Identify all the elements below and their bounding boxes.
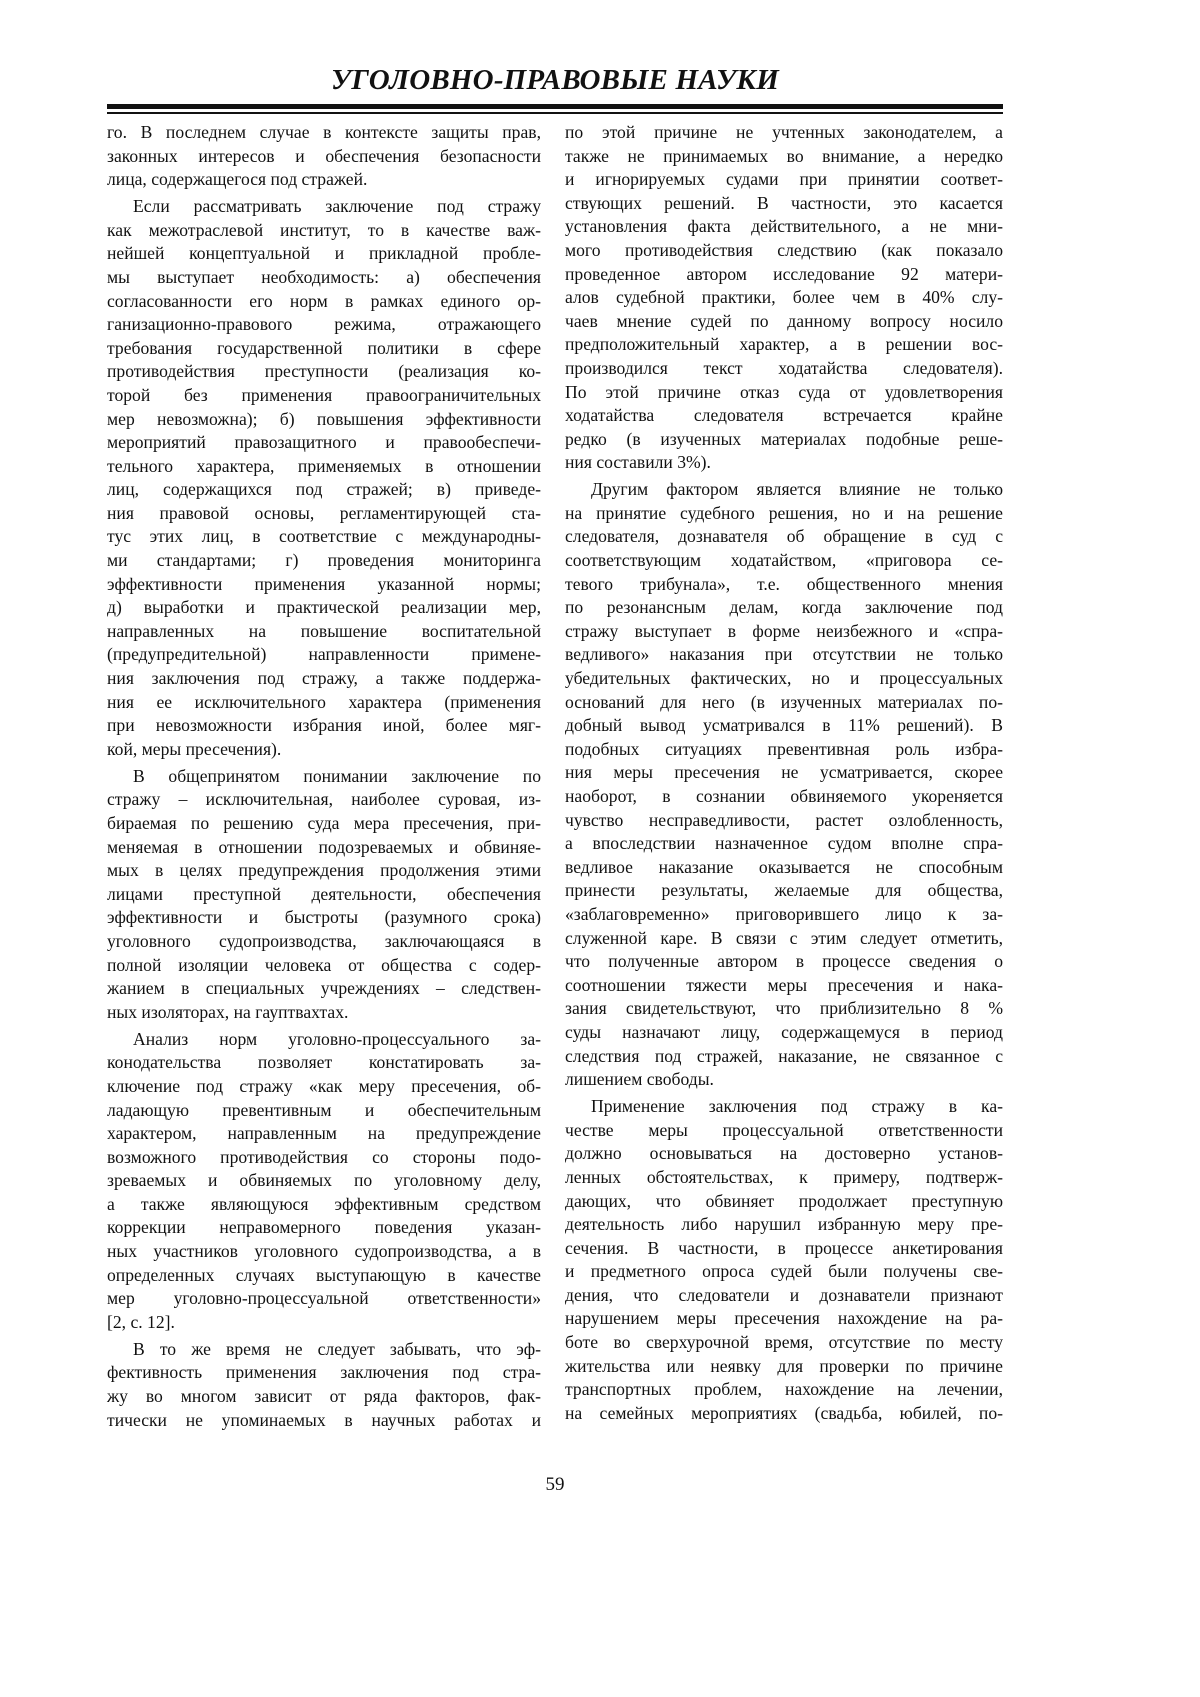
- text-line: редко (в изученных материалах подобные реше-: [565, 428, 1003, 449]
- text-line: ния правовой основы, регламентирующей ста-: [107, 502, 541, 523]
- text-line: По этой причине отказ суда от удовлетворения: [565, 381, 1003, 402]
- text-line: согласованности его норм в рамках единого ор-: [107, 290, 541, 311]
- text-line: следствия под стражей, наказание, не связанное с: [565, 1045, 1003, 1066]
- text-line: (предупредительной) направленности примене-: [107, 644, 541, 665]
- text-line: жу во многом зависит от ряда факторов, фак-: [107, 1386, 541, 1407]
- text-line: меняемая в отношении подозреваемых и обвиняе-: [107, 836, 541, 857]
- text-line: ствующих решений. В частности, это касается: [565, 192, 1003, 213]
- text-line: требования государственной политики в сфере: [107, 337, 541, 358]
- page-number: 59: [545, 1474, 565, 1495]
- text-line: ходатайства следователя встречается крайне: [565, 405, 1003, 426]
- text-line: ния заключения под стражу, а также поддержа-: [107, 668, 541, 689]
- text-line: мер невозможна); б) повышения эффективности: [107, 408, 541, 429]
- text-line: ленных обстоятельствах, к примеру, подтверж-: [565, 1166, 1003, 1187]
- text-line: тевого трибунала», т.е. общественного мнения: [565, 573, 1003, 594]
- paragraph: [107, 195, 541, 761]
- header-rule-thin: [107, 112, 1003, 114]
- text-line: «заблаговременно» приговорившего лицо к за-: [565, 903, 1003, 924]
- text-line: направленных на повышение воспитательной: [107, 620, 541, 641]
- text-line: кой, меры пресечения).: [107, 738, 282, 759]
- text-line: по резонансным делам, когда заключение под: [565, 597, 1003, 618]
- text-line: служенной каре. В связи с этим следует отметить,: [565, 927, 1003, 948]
- text-line: производился текст ходатайства следователя).: [565, 357, 1003, 378]
- text-line: ми стандартами; г) проведения мониторинга: [107, 550, 541, 571]
- text-line: характером, направленным на предупреждение: [107, 1123, 541, 1144]
- text-line: нейшей концептуальной и прикладной пробле-: [107, 243, 541, 264]
- text-line: на принятие судебного решения, но и на решение: [565, 502, 1003, 523]
- text-line: оснований для него (в изученных материалах по-: [565, 691, 1003, 712]
- text-line: мероприятий правозащитного и правообеспечи-: [107, 432, 541, 453]
- text-line: мы выступает необходимость: а) обеспечения: [107, 266, 541, 287]
- text-line: бираемая по решению суда мера пресечения, при-: [107, 813, 541, 833]
- paragraph: [565, 478, 1003, 1091]
- text-line: деятельность либо нарушил избранную меру пре-: [565, 1214, 1003, 1235]
- text-line: возможного противодействия со стороны подо-: [107, 1146, 541, 1167]
- text-line: следователя, дознавателя об обращение в суд с: [565, 526, 1003, 547]
- text-line: тельного характера, применяемых в отношении: [107, 455, 541, 476]
- header-rule-thick: [107, 104, 1003, 109]
- text-line: определенных случаях выступающую в качестве: [107, 1264, 541, 1285]
- text-line: а впоследствии назначенное судом вполне спра-: [565, 833, 1003, 854]
- text-line: [2, с. 12].: [107, 1311, 175, 1332]
- text-line: эффективности применения указанной нормы;: [107, 573, 541, 594]
- text-line: подобных ситуациях превентивная роль избра-: [565, 738, 1003, 759]
- text-line: ладающую превентивным и обеспечительным: [107, 1099, 541, 1120]
- paragraph: [107, 765, 541, 1025]
- text-line: го. В последнем случае в контексте защиты прав,: [107, 122, 541, 142]
- text-line: ключение под стражу «как меру пресечения, об-: [107, 1075, 541, 1096]
- text-line: нарушением меры пресечения нахождение на ра-: [565, 1308, 1003, 1329]
- text-line: а также являющуюся эффективным средством: [107, 1193, 541, 1214]
- paragraph: [107, 121, 541, 192]
- text-line: убедительных фактических, но и процессуальных: [565, 668, 1003, 689]
- text-line: мого противодействия следствию (как показало: [565, 239, 1003, 260]
- text-line: мер уголовно-процессуальной ответственности»: [107, 1288, 541, 1309]
- text-line: тически не упоминаемых в научных работах и: [107, 1409, 541, 1430]
- text-line: зания свидетельствуют, что приблизительно 8 %: [565, 998, 1003, 1019]
- text-line: В то же время не следует забывать, что эф-: [133, 1338, 541, 1359]
- text-line: Применение заключения под стражу в ка-: [591, 1096, 1003, 1117]
- paragraph: [565, 121, 1003, 475]
- text-line: торой без применения правоограничительных: [107, 384, 541, 405]
- text-line: принести результаты, желаемые для общества,: [565, 880, 1003, 901]
- text-line: чаев мнение судей по данному вопросу носило: [565, 310, 1003, 331]
- text-line: суды назначают лицу, содержащемуся в период: [565, 1021, 1003, 1042]
- text-line: Анализ норм уголовно-процессуального за-: [133, 1028, 541, 1049]
- text-line: Если рассматривать заключение под стражу: [133, 196, 541, 217]
- text-line: дения, что следователи и дознаватели признают: [565, 1284, 1003, 1305]
- text-line: коррекции неправомерного поведения указан-: [107, 1217, 541, 1238]
- text-line: должно основываться на достоверно установ-: [565, 1143, 1003, 1164]
- text-line: чувство несправедливости, растет озлобленность,: [565, 809, 1003, 830]
- text-line: что полученные автором в процессе сведения о: [565, 951, 1003, 972]
- text-line: фективность применения заключения под стра-: [107, 1362, 541, 1383]
- text-line: алов судебной практики, более чем в 40% слу-: [565, 287, 1003, 308]
- text-line: транспортных проблем, нахождение на лечении,: [565, 1379, 1003, 1400]
- text-line: законных интересов и обеспечения безопасности: [107, 145, 541, 166]
- paragraph: [107, 1028, 541, 1335]
- text-line: стражу – исключительная, наиболее суровая, из-: [107, 789, 541, 810]
- text-line: ведливого» наказания при отсутствии не только: [565, 644, 1003, 665]
- text-line: лица, содержащегося под стражей.: [107, 169, 368, 190]
- text-line: ния меры пресечения не усматривается, скорее: [565, 762, 1003, 783]
- text-line: проведенное автором исследование 92 матери-: [565, 263, 1003, 284]
- text-line: соответствующим ходатайством, «приговора се-: [565, 550, 1003, 571]
- text-line: ганизационно-правового режима, отражающего: [107, 314, 541, 335]
- text-line: по этой причине не учтенных законодателем, а: [565, 122, 1003, 142]
- text-line: зреваемых и обвиняемых по уголовному делу,: [107, 1170, 541, 1191]
- text-line: ведливое наказание оказывается не способным: [565, 856, 1003, 877]
- text-line: наоборот, в сознании обвиняемого укореняется: [565, 786, 1003, 807]
- text-line: дающих, что обвиняет продолжает преступную: [565, 1190, 1003, 1211]
- text-line: тус этих лиц, в соответствие с международны-: [107, 526, 541, 547]
- text-line: жанием в специальных учреждениях – следствен-: [107, 978, 541, 999]
- text-line: также не принимаемых во внимание, а нередко: [565, 145, 1003, 166]
- paragraph: [107, 1338, 541, 1432]
- text-line: эффективности и быстроты (разумного срока): [107, 907, 541, 928]
- text-line: жительства или неявку для проверки по причине: [565, 1355, 1003, 1376]
- text-line: лицами преступной деятельности, обеспечения: [107, 883, 541, 904]
- text-line: добный вывод усматривался в 11% решений). В: [565, 715, 1003, 736]
- paragraph: [565, 1095, 1003, 1425]
- right-text-column: [565, 121, 1003, 1429]
- text-line: честве меры процессуальной ответственности: [565, 1119, 1003, 1140]
- text-line: В общепринятом понимании заключение по: [133, 765, 541, 786]
- text-line: при невозможности избрания иной, более мяг-: [107, 715, 541, 736]
- text-line: стражу выступает в форме неизбежного и «спра-: [565, 620, 1003, 641]
- text-line: предположительный характер, а в решении вос-: [565, 334, 1003, 355]
- text-line: соотношении тяжести меры пресечения и нака-: [565, 974, 1003, 995]
- text-line: мых в целях предупреждения продолжения этими: [107, 860, 541, 881]
- text-line: противодействия преступности (реализация ко-: [107, 361, 541, 382]
- text-line: д) выработки и практической реализации мер,: [107, 597, 541, 618]
- text-line: полной изоляции человека от общества с содер-: [107, 954, 541, 975]
- text-line: конодательства позволяет констатировать за-: [107, 1052, 541, 1073]
- text-line: на семейных мероприятиях (свадьба, юбилей, по-: [565, 1402, 1003, 1423]
- text-line: лиц, содержащихся под стражей; в) приведе-: [107, 479, 541, 500]
- text-line: лишением свободы.: [565, 1069, 714, 1090]
- left-text-column: [107, 121, 541, 1436]
- text-line: установления факта действительного, а не мни-: [565, 216, 1003, 237]
- text-line: боте во сверхурочной время, отсутствие по месту: [565, 1332, 1003, 1353]
- text-line: ных изоляторах, на гауптвахтах.: [107, 1001, 349, 1022]
- text-line: ния ее исключительного характера (применения: [107, 691, 541, 712]
- text-line: сечения. В частности, в процессе анкетирования: [565, 1237, 1003, 1258]
- text-line: Другим фактором является влияние не только: [591, 479, 1003, 500]
- text-line: и игнорируемых судами при принятии соответ-: [565, 169, 1003, 190]
- text-line: уголовного судопроизводства, заключающаяся в: [107, 930, 541, 951]
- text-line: ния составили 3%).: [565, 452, 711, 473]
- running-header-title: УГОЛОВНО-ПРАВОВЫЕ НАУКИ: [331, 64, 779, 96]
- text-line: ных участников уголовного судопроизводства, а в: [107, 1241, 541, 1262]
- text-line: как межотраслевой институт, то в качестве важ-: [107, 219, 541, 240]
- text-line: и предметного опроса судей были получены све-: [565, 1261, 1003, 1282]
